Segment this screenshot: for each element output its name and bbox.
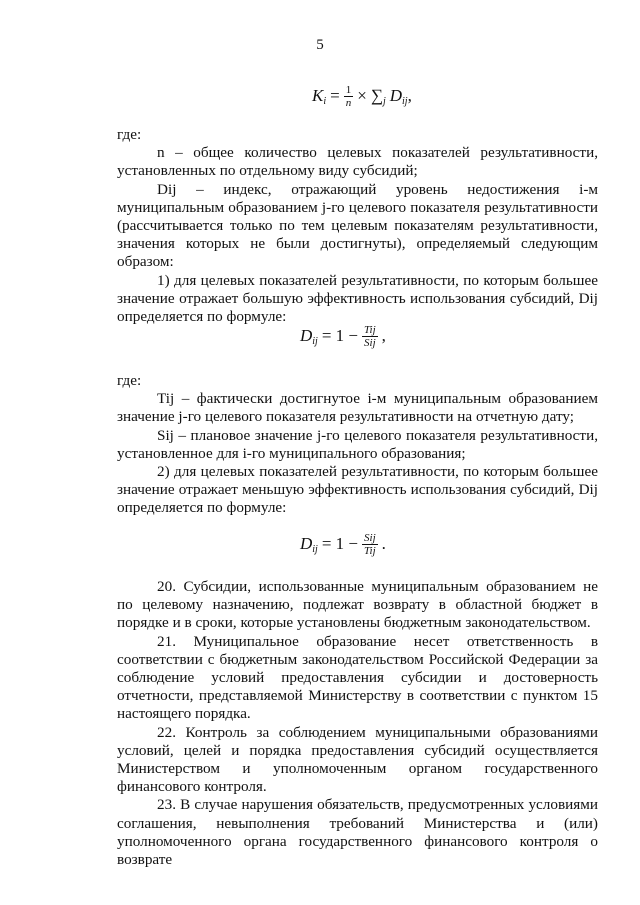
- t-definition: Tij – фактически достигнутое i-м муниципальным образованием значение j-го целевого показателя результативности на отчетную дату;: [117, 390, 598, 426]
- formula-k-sum: $\sum_j$: [370, 86, 386, 108]
- where-label-2: где:: [117, 372, 142, 389]
- paragraph-21: 21. Муниципальное образование несет ответственность в соответствии с бюджетным законодательством Российской Федерации за соблюдение условий предоставления субсидии и достоверность отчетности, представляемой Министерству в соответствии с пунктом 15 настоящего порядка.: [117, 632, 598, 723]
- where-label-1: где:: [117, 126, 142, 143]
- formula-d1-lhs: $D_{ij}$: [300, 326, 318, 348]
- d-definition: Dij – индекс, отражающий уровень недостижения i-м муниципальным образованием j-го целевого показателя результативности (рассчитывается только по тем целевым показателям результативности, значения которых не были достигнуты), определяемый следующим образом:: [117, 180, 598, 271]
- formula-d1-tail: ,: [381, 326, 386, 346]
- n-definition: n – общее количество целевых показателей результативности, установленных по отдельному виду субсидий;: [117, 144, 598, 180]
- formula-k-fraction: $\frac{1}{n}$: [345, 84, 352, 109]
- paragraph-23: 23. В случае нарушения обязательств, предусмотренных условиями соглашения, невыполнения требований Министерства и (или) уполномоченного органа государственного финансового контроля о возврате: [117, 796, 598, 869]
- definitions-block-2: [117, 372, 598, 518]
- s-definition: Sij – плановое значение j-го целевого показателя результативности, установленное для i-го муниципального образования;: [117, 426, 598, 462]
- formula-d1: [300, 324, 386, 349]
- formula-k: [312, 84, 412, 109]
- formula-d1-eq: = 1 −: [321, 326, 359, 346]
- formula-d2: [300, 532, 386, 557]
- formula-k-eq: =: [330, 86, 340, 106]
- formula-d2-lhs: $D_{ij}$: [300, 534, 318, 556]
- formula-k-lhs: $K_i$: [312, 86, 327, 108]
- page-number: 5: [316, 37, 324, 53]
- case-2-text: 2) для целевых показателей результативности, по которым большее значение отражает меньшую эффективность использования субсидий, Dij определяется по формуле:: [117, 463, 598, 517]
- formula-d2-eq: = 1 −: [321, 534, 359, 554]
- formula-k-times: ×: [357, 86, 367, 106]
- formula-d2-tail: .: [381, 534, 386, 554]
- formula-k-d: $D_{ij}$,: [389, 86, 412, 108]
- numbered-paragraphs: [117, 578, 598, 869]
- formula-d2-fraction: $\frac{\text{Sij}}{\text{Tij}}$: [364, 532, 376, 557]
- paragraph-20: 20. Субсидии, использованные муниципальным образованием не по целевому назначению, подлежат возврату в областной бюджет в порядке и в сроки, которые установлены бюджетным законодательством.: [117, 578, 598, 632]
- case-1-text: 1) для целевых показателей результативности, по которым большее значение отражает большую эффективность использования субсидий, Dij определяется по формуле:: [117, 271, 598, 326]
- definitions-block: [117, 126, 598, 326]
- formula-d1-fraction: $\frac{\text{Tij}}{\text{Sij}}$: [364, 324, 376, 349]
- paragraph-22: 22. Контроль за соблюдением муниципальными образованиями условий, целей и порядка предоставления субсидий осуществляется Министерством и уполномоченным органом государственного финансового контроля.: [117, 723, 598, 796]
